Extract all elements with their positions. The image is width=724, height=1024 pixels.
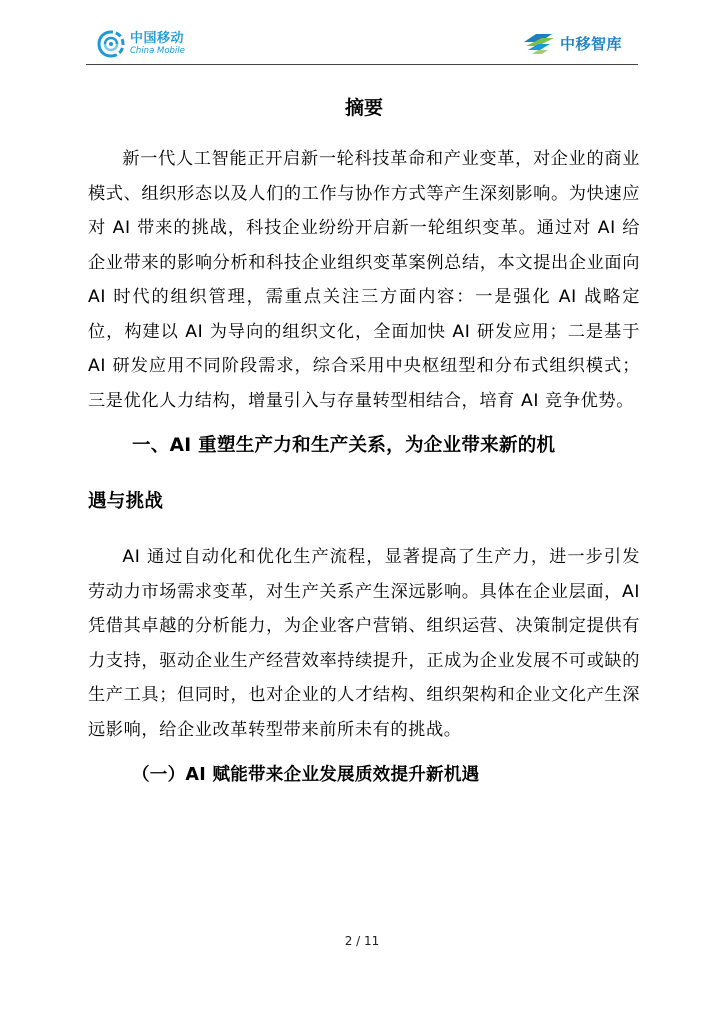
page-number: 2 / 11 — [344, 934, 380, 948]
china-mobile-emblem-icon — [96, 29, 126, 59]
abstract-title: 摘要 — [344, 97, 383, 119]
page-header — [0, 0, 724, 70]
china-mobile-en-name: China Mobile — [130, 46, 185, 57]
abstract-paragraph: 新一代人工智能正开启新一轮科技革命和产业变革，对企业的商业模式、组织形态以及人们的工作与协作方式等产生深刻影响。为快速应对 AI 带来的挑战，科技企业纷纷开启新一轮组织变革。通过对 AI 给企业带来的影响分析和科技企业组织变革案例总结，本文提出企业面向AI 时代的组织管理，需重点关注三方面内容：一是强化 AI 战略定位，构建以 AI 为导向的组织文化，全面加快 AI 研发应用；二是基于 AI 研发应用不同阶段需求，综合采用中央枢纽型和分布式组织模式；三是优化人力结构，增量引入与存量转型相结合，培育 AI 竞争优势。 — [88, 149, 640, 411]
think-tank-name: 中移智库 — [560, 34, 623, 53]
cmcc-think-tank-logo — [522, 26, 622, 60]
think-tank-emblem-icon — [522, 28, 556, 58]
section1-heading-line1: 一、AI 重塑生产力和生产关系，为企业带来新的机 — [132, 435, 556, 456]
document-body — [88, 86, 640, 795]
header-divider — [86, 64, 638, 65]
china-mobile-logo — [96, 27, 185, 61]
section1-subheading: （一）AI 赋能带来企业发展质效提升新机遇 — [132, 765, 480, 785]
section1-heading-line2: 遇与挑战 — [88, 491, 164, 512]
china-mobile-cn-name: 中国移动 — [130, 31, 185, 47]
section1-paragraph: AI 通过自动化和优化生产流程，显著提高了生产力，进一步引发劳动力市场需求变革，对生产关系产生深远影响。具体在企业层面，AI 凭借其卓越的分析能力，为企业客户营销、组织运营、决策制定提供有力支持，驱动企业生产经营效率持续提升，正成为企业发展不可或缺的生产工具；但同时，也对企业的人才结构、组织架构和企业文化产生深远影响，给企业改革转型带来前所未有的挑战。 — [88, 547, 640, 740]
